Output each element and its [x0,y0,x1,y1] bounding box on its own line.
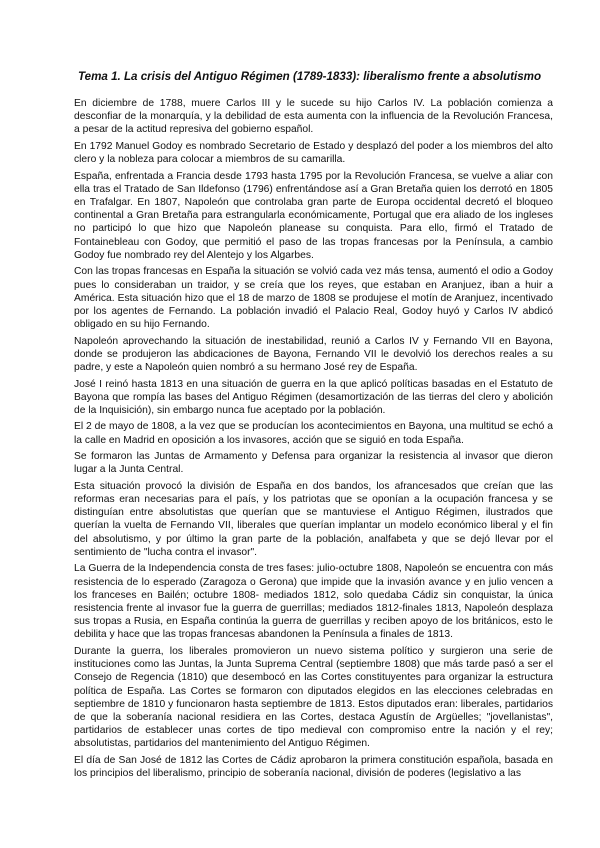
paragraph-5: Napoleón aprovechando la situación de inestabilidad, reunió a Carlos IV y Fernando VII en Bayona, donde se produjeron las abdicaciones de Bayona, Fernando VII le devolvió los derechos reales a su padre, y este a Napoleón quien nombró a su hermano José rey de España. [74,335,553,374]
paragraph-8: Se formaron las Juntas de Armamento y Defensa para organizar la resistencia al invasor que dieron lugar a la Junta Central. [74,451,553,476]
paragraph-3: España, enfrentada a Francia desde 1793 hasta 1795 por la Revolución Francesa, se vuelve a aliar con ella tras el Tratado de San Ildefonso (1796) enfrentándose así a Gran Bretaña quien los derrotó en 1805 en Trafalgar. En 1807, Napoleón que controlaba gran parte de Europa occidental decretó el bloqueo continental a Gran Bretaña para estrangularla económicamente, Portugal que era aliado de los ingleses no participó lo que hizo que Napoleón planease su conquista. Para ello, firmó el Tratado de Fontainebleau con Godoy, que permitió el paso de las tropas francesas por la Península, a cambio Godoy fue nombrado rey del Alentejo y los Algarbes. [74,170,553,261]
paragraph-4: Con las tropas francesas en España la situación se volvió cada vez más tensa, aumentó el odio a Godoy pues lo consideraban un traidor, y se creía que los reyes, que estaban en Aranjuez, iban a huir a América. Esta situación hizo que el 18 de marzo de 1808 se produjese el motín de Aranjuez, incentivado por los agentes de Fernando. La población invadió el Palacio Real, Godoy huyó y Carlos IV abdicó obligado en su hijo Fernando. [74,266,553,331]
paragraph-12: El día de San José de 1812 las Cortes de Cádiz aprobaron la primera constitución española, basada en los principios del liberalismo, principio de soberanía nacional, división de poderes (legislativo a las [74,754,553,780]
paragraph-6: José I reinó hasta 1813 en una situación de guerra en la que aplicó políticas basadas en el Estatuto de Bayona que rompía las bases del Antiguo Régimen (desamortización de las tierras del clero y abolición de la Inquisición), sin embargo nunca fue aceptado por la población. [74,378,553,416]
paragraph-1: En diciembre de 1788, muere Carlos III y le sucede su hijo Carlos IV. La población comienza a desconfiar de la monarquía, y la debilidad de esta aumenta con la influencia de la Revolución Francesa, a pesar de la actitud represiva del gobierno español. [74,98,553,136]
document-title: Tema 1. La crisis del Antiguo Régimen (1789-1833): liberalismo frente a absolutismo [78,70,542,83]
paragraph-7: El 2 de mayo de 1808, a la vez que se producían los acontecimientos en Bayona, una multitud se echó a la calle en Madrid en oposición a los invasores, acción que se siguió en toda España. [74,421,553,446]
paragraph-9: Esta situación provocó la división de España en dos bandos, los afrancesados que creían que las reformas eran necesarias para el país, y los patriotas que se oponían a la ocupación francesa y se distinguían entre absolutistas que querían que se mantuviese el Antiguo Régimen, ilustrados que querían la vuelta de Fernando VII, liberales que querían implantar un modelo económico liberal y el fin del absolutismo, y por último la gran parte de la población, analfabeta y que se dejó llevar por el sentimiento de "lucha contra el invasor". [74,480,553,558]
document-body [74,97,553,780]
paragraph-10: La Guerra de la Independencia consta de tres fases: julio-octubre 1808, Napoleón se encuentra con más resistencia de lo esperado (Zaragoza o Gerona) que impide que la invasión avance y en julio vencen a los franceses en Bailén; octubre 1808- mediados 1812, solo quedaba Cádiz sin conquistar, la única resistencia frente al invasor fue la guerra de guerrillas; mediados 1812-finales 1813, Napoleón desplaza sus tropas a Rusia, en España continúa la guerra de guerrillas y reciben apoyo de los británicos, esto le debilita y hace que las tropas francesas abandonen la Península a finales de 1813. [74,563,553,641]
paragraph-11: Durante la guerra, los liberales promovieron un nuevo sistema político y surgieron una serie de instituciones como las Juntas, la Junta Suprema Central (septiembre 1808) que más tarde pasó a ser el Consejo de Regencia (1810) que desembocó en las Cortes constituyentes para organizar la estructura política de España. Las Cortes se formaron con diputados elegidos en las elecciones celebradas en septiembre de 1810 y funcionaron hasta septiembre de 1813. Estos diputados eran: liberales, partidarios de que la soberanía nacional residiera en las Cortes, destaca Agustín de Argüelles; "jovellanistas", partidarios de establecer unas cortes de tipo medieval con compromiso entre la nación y el rey; absolutistas, partidarios del mantenimiento del Antiguo Régimen. [74,645,553,750]
paragraph-2: En 1792 Manuel Godoy es nombrado Secretario de Estado y desplazó del poder a los miembros del alto clero y la nobleza para colocar a miembros de su camarilla. [74,140,553,166]
